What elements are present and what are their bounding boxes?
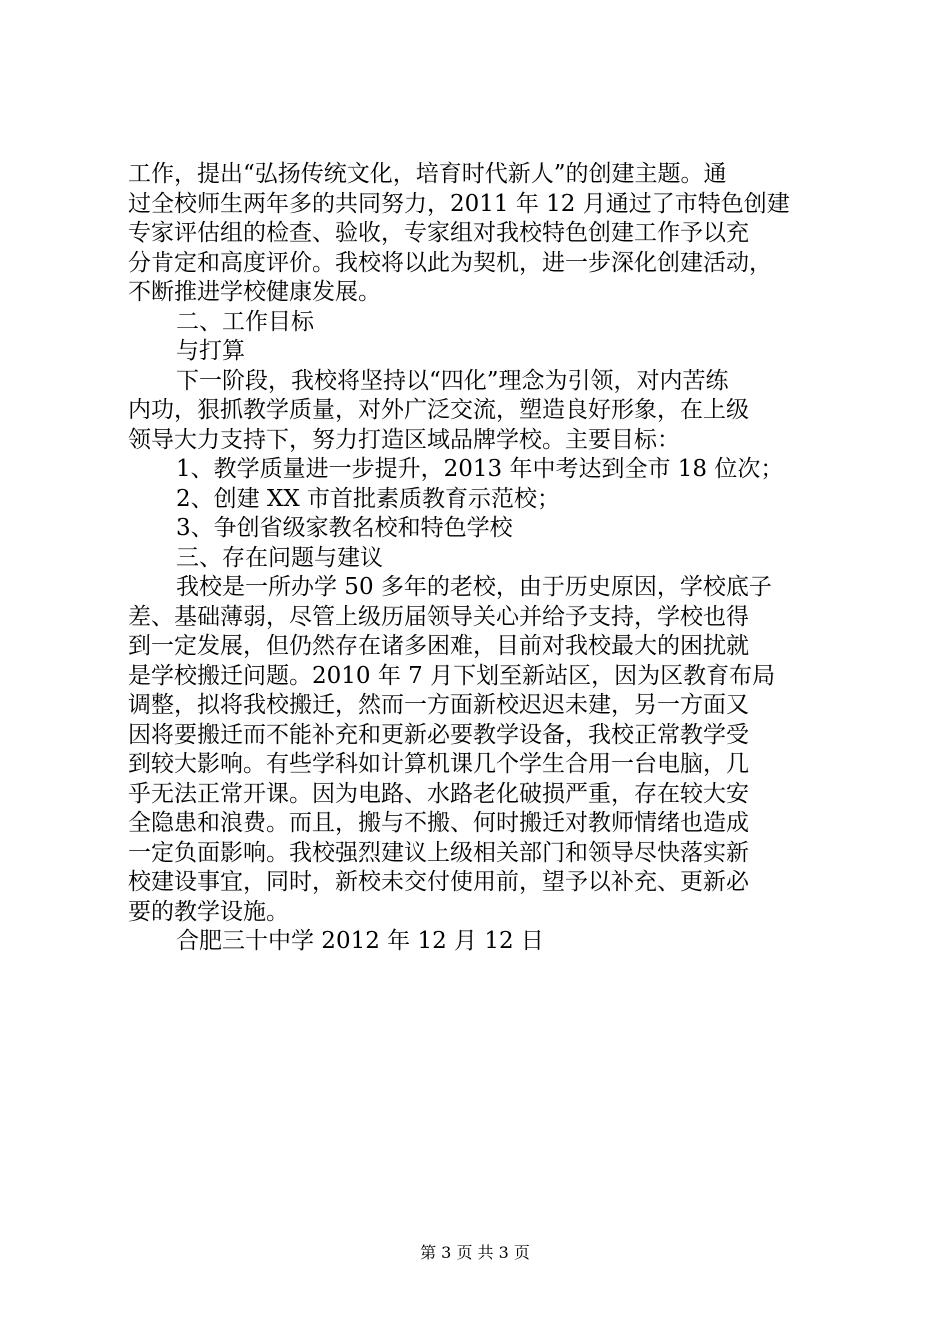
text-line: 内功，狠抓教学质量，对外广泛交流，塑造良好形象，在上级	[128, 397, 749, 423]
text-line: 二、工作目标	[176, 308, 314, 335]
text-line: 差、基础薄弱，尽管上级历届领导关心并给予支持，学校也得	[128, 603, 749, 630]
text-line: 因将要搬迁而不能补充和更新必要教学设备，我校正常教学受	[128, 721, 749, 748]
text-line: 过全校师生两年多的共同努力，2011 年 12 月通过了市特色创建	[128, 190, 790, 217]
text-line: 2、创建 XX 市首批素质教育示范校；	[176, 485, 561, 512]
text-line: 调整，拟将我校搬迁，然而一方面新校迟迟未建，另一方面又	[128, 692, 749, 718]
text-line: 到较大影响。有些学科如计算机课几个学生合用一台电脑，几	[128, 751, 749, 777]
text-line: 与打算	[176, 338, 245, 364]
text-line: 是学校搬迁问题。2010 年 7 月下划至新站区，因为区教育布局	[128, 662, 776, 689]
text-line: 分肯定和高度评价。我校将以此为契机，进一步深化创建活动，	[128, 249, 772, 276]
text-line: 工作，提出“弘扬传统文化，培育时代新人”的创建主题。通	[128, 161, 727, 187]
text-line: 专家评估组的检查、验收，专家组对我校特色创建工作予以充	[128, 220, 749, 246]
text-line: 领导大力支持下，努力打造区域品牌学校。主要目标：	[128, 426, 680, 453]
page-footer: 第 3 页 共 3 页	[420, 1243, 530, 1262]
text-line: 3、争创省级家教名校和特色学校	[176, 515, 513, 541]
text-lines	[128, 160, 828, 957]
text-line: 我校是一所办学 50 多年的老校，由于历史原因，学校底子	[176, 574, 772, 600]
text-line: 下一阶段，我校将坚持以“四化”理念为引领，对内苦练	[176, 367, 729, 394]
text-line: 三、存在问题与建议	[176, 544, 383, 571]
text-line: 校建设事宜，同时，新校未交付使用前，望予以补充、更新必	[128, 869, 749, 895]
text-line: 合肥三十中学 2012 年 12 月 12 日	[176, 928, 544, 954]
document-body	[128, 160, 828, 957]
text-line: 要的教学设施。	[128, 898, 289, 925]
text-line: 全隐患和浪费。而且，搬与不搬、何时搬迁对教师情绪也造成	[128, 810, 749, 836]
text-line: 1、教学质量进一步提升，2013 年中考达到全市 18 位次；	[176, 456, 784, 482]
text-line: 一定负面影响。我校强烈建议上级相关部门和领导尽快落实新	[128, 839, 749, 866]
text-line: 不断推进学校健康发展。	[128, 279, 381, 305]
text-line: 到一定发展，但仍然存在诸多困难，目前对我校最大的困扰就	[128, 633, 749, 659]
text-line: 乎无法正常开课。因为电路、水路老化破损严重，存在较大安	[128, 780, 749, 807]
